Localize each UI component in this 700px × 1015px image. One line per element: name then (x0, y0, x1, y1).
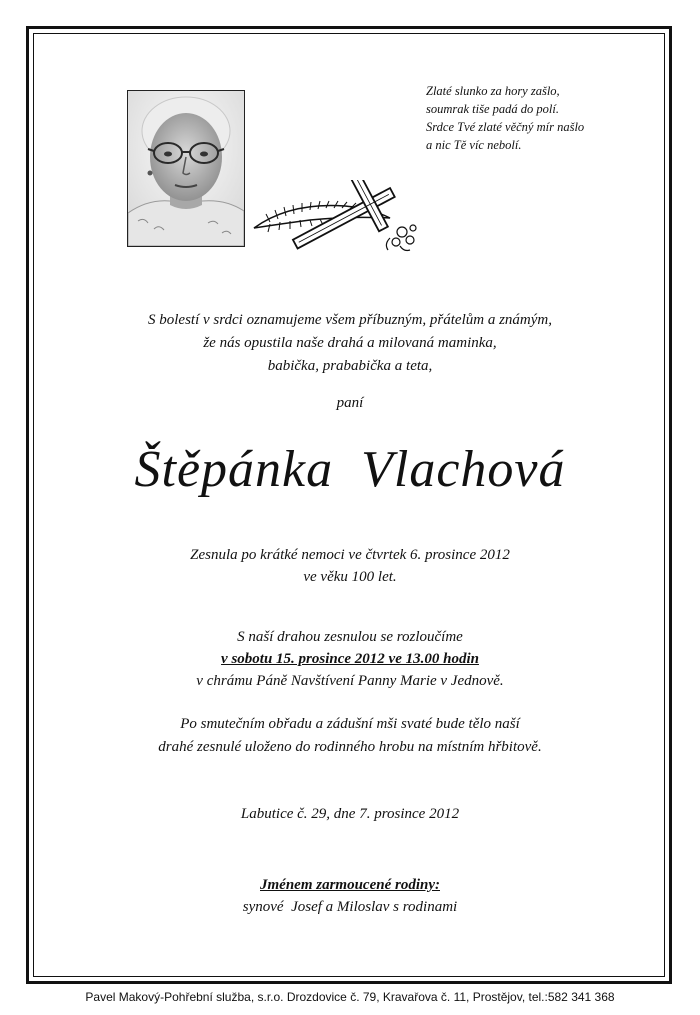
deceased-name (0, 440, 700, 499)
poem-line: a nic Tě víc nebolí. (426, 138, 522, 152)
ceremony-info (0, 626, 700, 692)
ceremony-datetime: v sobotu 15. prosince 2012 ve 13.00 hodin (221, 651, 479, 667)
poem-line: Zlaté slunko za hory zašlo, (426, 84, 560, 98)
place-date: Labutice č. 29, dne 7. prosince 2012 (240, 806, 460, 822)
family-heading: Jménem zarmoucené rodiny: (260, 877, 440, 893)
title-word: paní (336, 395, 364, 411)
deceased-first-name: Štěpánka (134, 441, 334, 498)
family-signature (0, 874, 700, 918)
announcement-intro (0, 309, 700, 378)
poem (426, 82, 666, 154)
family-members: synové Josef a Miloslav s rodinami (242, 899, 458, 915)
deceased-last-name: Vlachová (361, 441, 566, 498)
death-line: Zesnula po krátké nemoci ve čtvrtek 6. prosince 2012 (190, 547, 510, 563)
poem-line: soumrak tiše padá do polí. (426, 102, 559, 116)
ceremony-location: v chrámu Páně Navštívení Panny Marie v Jednově. (196, 673, 504, 689)
death-line: ve věku 100 let. (303, 569, 397, 585)
funeral-service-footer: Pavel Makový-Pohřební služba, s.r.o. Drozdovice č. 79, Kravařova č. 11, Prostějov, tel.:582 341 368 (85, 990, 615, 1004)
burial-info (0, 713, 700, 759)
poem-line: Srdce Tvé zlaté věčný mír našlo (426, 120, 585, 134)
burial-line: drahé zesnulé uloženo do rodinného hrobu na místním hřbitově. (158, 739, 542, 755)
ceremony-intro: S naší drahou zesnulou se rozloučíme (237, 629, 463, 645)
cross-with-palm-branch-icon (250, 180, 425, 255)
death-info (0, 544, 700, 588)
portrait-photo (127, 90, 245, 247)
intro-line: babička, prababička a teta, (267, 358, 433, 374)
burial-line: Po smutečním obřadu a zádušní mši svaté bude tělo naší (180, 716, 520, 732)
intro-line: že nás opustila naše drahá a milovaná maminka, (203, 335, 497, 351)
intro-line: S bolestí v srdci oznamujeme všem příbuzným, přátelům a známým, (148, 312, 552, 328)
